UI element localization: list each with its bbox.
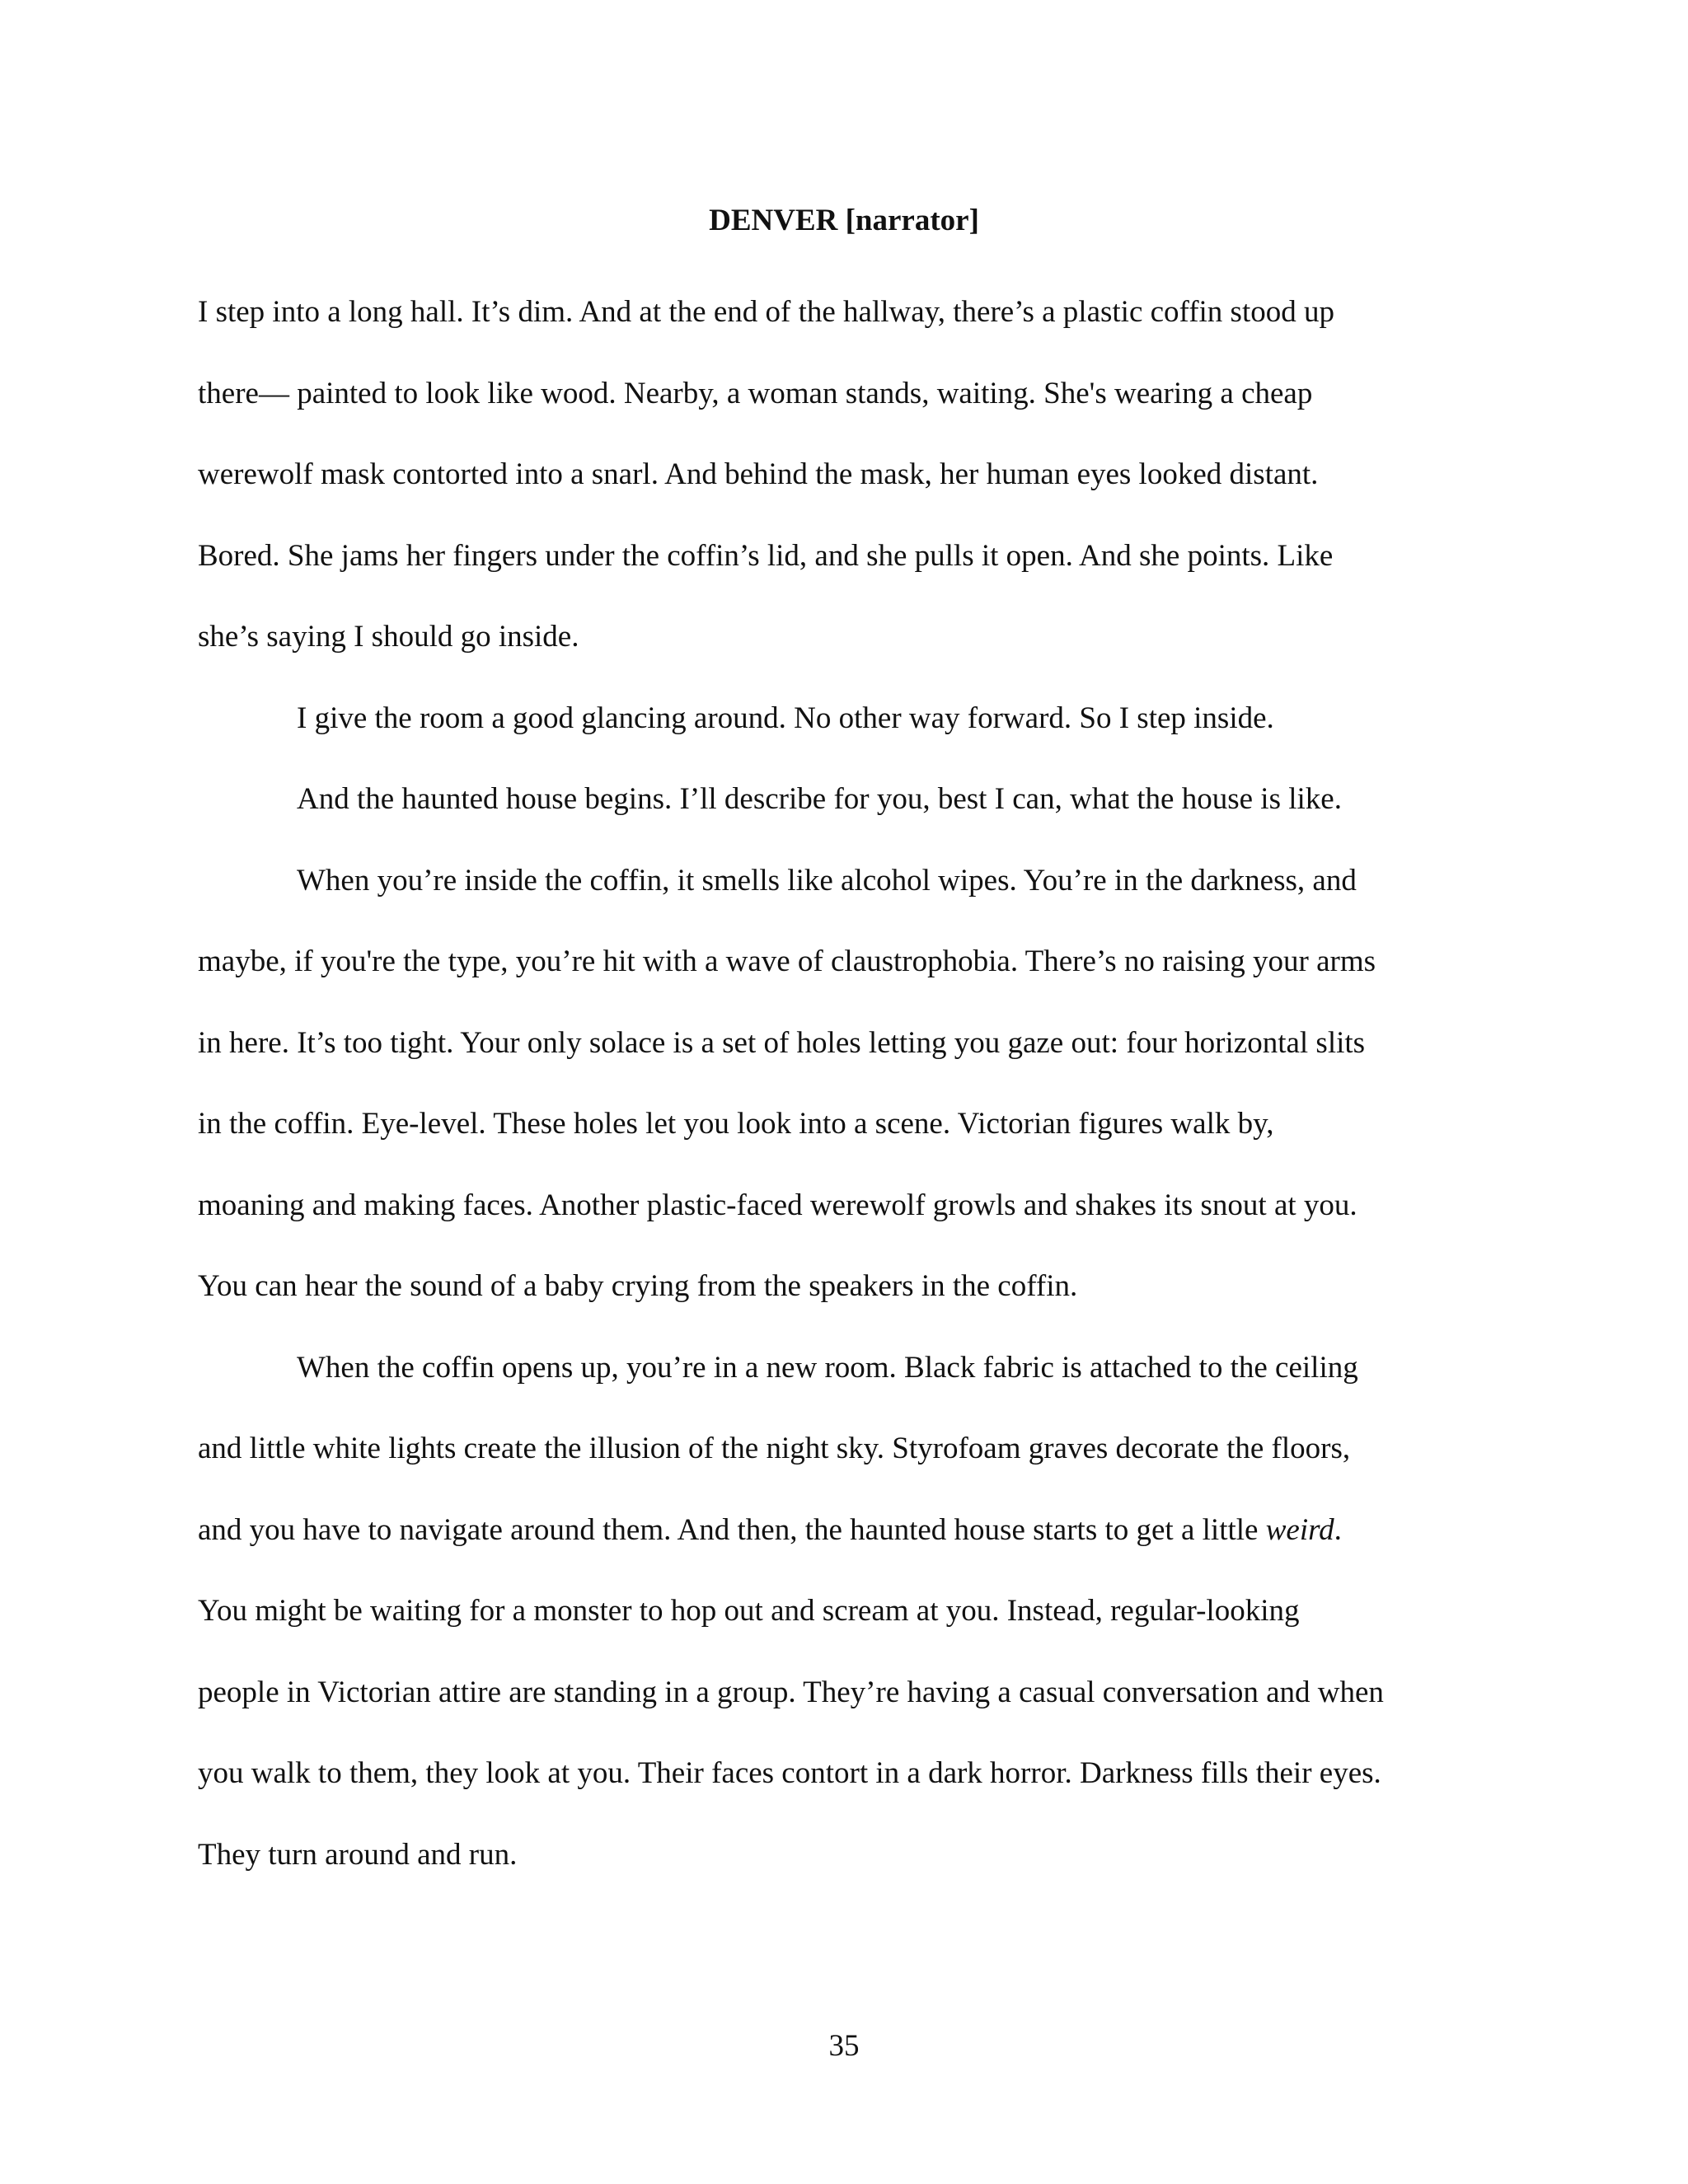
text-line: you walk to them, they look at you. Their faces contort in a dark horror. Darkness fills their eyes. <box>198 1756 1381 1790</box>
page-number: 35 <box>828 2029 860 2063</box>
paragraph-5 <box>198 1328 1517 1896</box>
chapter-heading: DENVER [narrator] <box>709 204 979 237</box>
text-line: and little white lights create the illusion of the night sky. Styrofoam graves decorate the floors, <box>198 1432 1351 1465</box>
emphasized-word: weird <box>1265 1512 1334 1547</box>
text-segment: . <box>1334 1512 1342 1547</box>
text-line: there— painted to look like wood. Nearby, a woman stands, waiting. She's wearing a cheap <box>198 376 1313 410</box>
text-line: When the coffin opens up, you’re in a new room. Black fabric is attached to the ceiling <box>297 1350 1358 1385</box>
text-line: And the haunted house begins. I’ll describe for you, best I can, what the house is like. <box>297 782 1342 816</box>
paragraph-3 <box>198 759 1517 841</box>
text-line: When you’re inside the coffin, it smells like alcohol wipes. You’re in the darkness, and <box>297 863 1357 898</box>
text-line: maybe, if you're the type, you’re hit with a wave of claustrophobia. There’s no raising your arms <box>198 944 1376 978</box>
text-line: in here. It’s too tight. Your only solace is a set of holes letting you gaze out: four horizontal slits <box>198 1025 1366 1060</box>
text-line: I give the room a good glancing around. No other way forward. So I step inside. <box>297 701 1274 735</box>
text-line: You might be waiting for a monster to hop out and scream at you. Instead, regular-looking <box>198 1594 1300 1628</box>
text-segment: and you have to navigate around them. And then, the haunted house starts to get a little <box>198 1512 1266 1547</box>
text-line: people in Victorian attire are standing in a group. They’re having a casual conversation and when <box>198 1675 1384 1709</box>
body-text <box>198 272 1517 1896</box>
text-line: moaning and making faces. Another plastic-faced werewolf growls and shakes its snout at you. <box>198 1188 1357 1222</box>
text-line: Bored. She jams her fingers under the coffin’s lid, and she pulls it open. And she points. Like <box>198 538 1334 573</box>
paragraph-2 <box>198 678 1517 760</box>
text-line: she’s saying I should go inside. <box>198 620 579 654</box>
text-line: I step into a long hall. It’s dim. And at the end of the hallway, there’s a plastic coffin stood up <box>198 295 1334 329</box>
paragraph-1 <box>198 272 1517 678</box>
text-line: They turn around and run. <box>198 1837 518 1872</box>
text-line: in the coffin. Eye-level. These holes let you look into a scene. Victorian figures walk by, <box>198 1107 1274 1141</box>
text-line-with-emphasis <box>198 1490 1517 1572</box>
text-line: You can hear the sound of a baby crying from the speakers in the coffin. <box>198 1269 1078 1303</box>
text-line: werewolf mask contorted into a snarl. And behind the mask, her human eyes looked distant. <box>198 457 1319 491</box>
paragraph-4 <box>198 841 1517 1328</box>
